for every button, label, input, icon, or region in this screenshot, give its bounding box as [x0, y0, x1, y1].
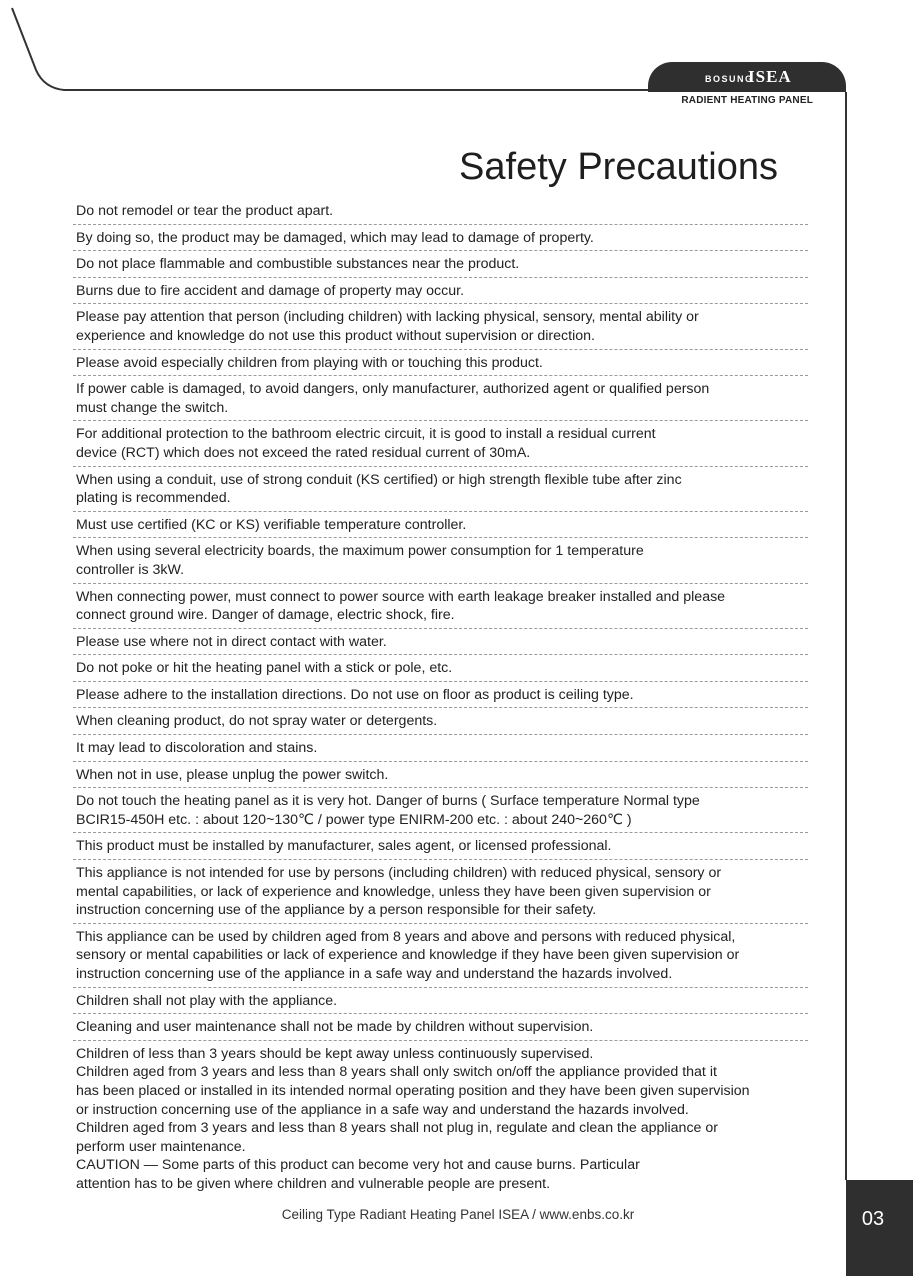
precaution-item: Do not touch the heating panel as it is very hot. Danger of burns ( Surface temperature Normal type BCIR15-450H etc. : about 120~130℃ / power type ENIRM-200 etc. : about 240~260℃ )	[73, 788, 808, 833]
precaution-item: This appliance is not intended for use by persons (including children) with reduced physical, sensory or mental capabilities, or lack of experience and knowledge, unless they have been given supervision or instruction concerning use of the appliance by a person responsible for their safety.	[73, 860, 808, 924]
precaution-item: If power cable is damaged, to avoid dangers, only manufacturer, authorized agent or qualified person must change the switch.	[73, 376, 808, 421]
precaution-item: Do not remodel or tear the product apart.	[73, 198, 808, 225]
precautions-list	[73, 198, 808, 1197]
precaution-item: When cleaning product, do not spray water or detergents.	[73, 708, 808, 735]
precaution-item: It may lead to discoloration and stains.	[73, 735, 808, 762]
brand-logo: ISEA	[748, 67, 792, 86]
precaution-item: By doing so, the product may be damaged, which may lead to damage of property.	[73, 225, 808, 252]
precaution-item: Do not place flammable and combustible substances near the product.	[73, 251, 808, 278]
precaution-item: When connecting power, must connect to power source with earth leakage breaker installed and please connect ground wire. Danger of damage, electric shock, fire.	[73, 584, 808, 629]
precaution-item: This appliance can be used by children aged from 8 years and above and persons with reduced physical, sensory or mental capabilities or lack of experience and knowledge if they have been given supervision or instruction concerning use of the appliance in a safe way and understand the hazards involved.	[73, 924, 808, 988]
precaution-item: Children of less than 3 years should be kept away unless continuously supervised. Children aged from 3 years and less than 8 years shall only switch on/off the appliance provided that it has been placed or installed in its intended normal operating position and they have been given supervision or instruction concerning use of the appliance in a safe way and understand the hazards involved. Children aged from 3 years and less than 8 years shall not plug in, regulate and clean the appliance or perform user maintenance. CAUTION — Some parts of this product can become very hot and cause burns. Particular attention has to be given where children and vulnerable people are present.	[76, 1045, 750, 1192]
footer-text: Ceiling Type Radiant Heating Panel ISEA / www.enbs.co.kr	[281, 1207, 635, 1222]
precaution-item: Cleaning and user maintenance shall not be made by children without supervision.	[73, 1014, 808, 1041]
precaution-item: Please adhere to the installation directions. Do not use on floor as product is ceiling type.	[73, 682, 808, 709]
precaution-item: When using a conduit, use of strong conduit (KS certified) or high strength flexible tube after zinc plating is recommended.	[73, 467, 808, 512]
precaution-item: When not in use, please unplug the power switch.	[73, 762, 808, 789]
precaution-item: Children shall not play with the appliance.	[73, 988, 808, 1015]
precaution-item: When using several electricity boards, the maximum power consumption for 1 temperature controller is 3kW.	[73, 538, 808, 583]
precaution-item: Please avoid especially children from playing with or touching this product.	[73, 350, 808, 377]
page-number: 03	[861, 1208, 885, 1230]
precaution-item: Do not poke or hit the heating panel with a stick or pole, etc.	[73, 655, 808, 682]
precaution-item: Burns due to fire accident and damage of property may occur.	[73, 278, 808, 305]
page-title: Safety Precautions	[459, 146, 778, 188]
brand-tagline: RADIENT HEATING PANEL	[681, 95, 813, 106]
precaution-item: For additional protection to the bathroom electric circuit, it is good to install a residual current device (RCT) which does not exceed the rated residual current of 30mA.	[73, 421, 808, 466]
precaution-item: Please use where not in direct contact with water.	[73, 629, 808, 656]
precaution-item: Must use certified (KC or KS) verifiable temperature controller.	[73, 512, 808, 539]
precaution-item: This product must be installed by manufacturer, sales agent, or licensed professional.	[73, 833, 808, 860]
precaution-item: Please pay attention that person (including children) with lacking physical, sensory, mental ability or experience and knowledge do not use this product without supervision or direction.	[73, 304, 808, 349]
brand-sub-logo: BOSUNG	[705, 74, 754, 84]
